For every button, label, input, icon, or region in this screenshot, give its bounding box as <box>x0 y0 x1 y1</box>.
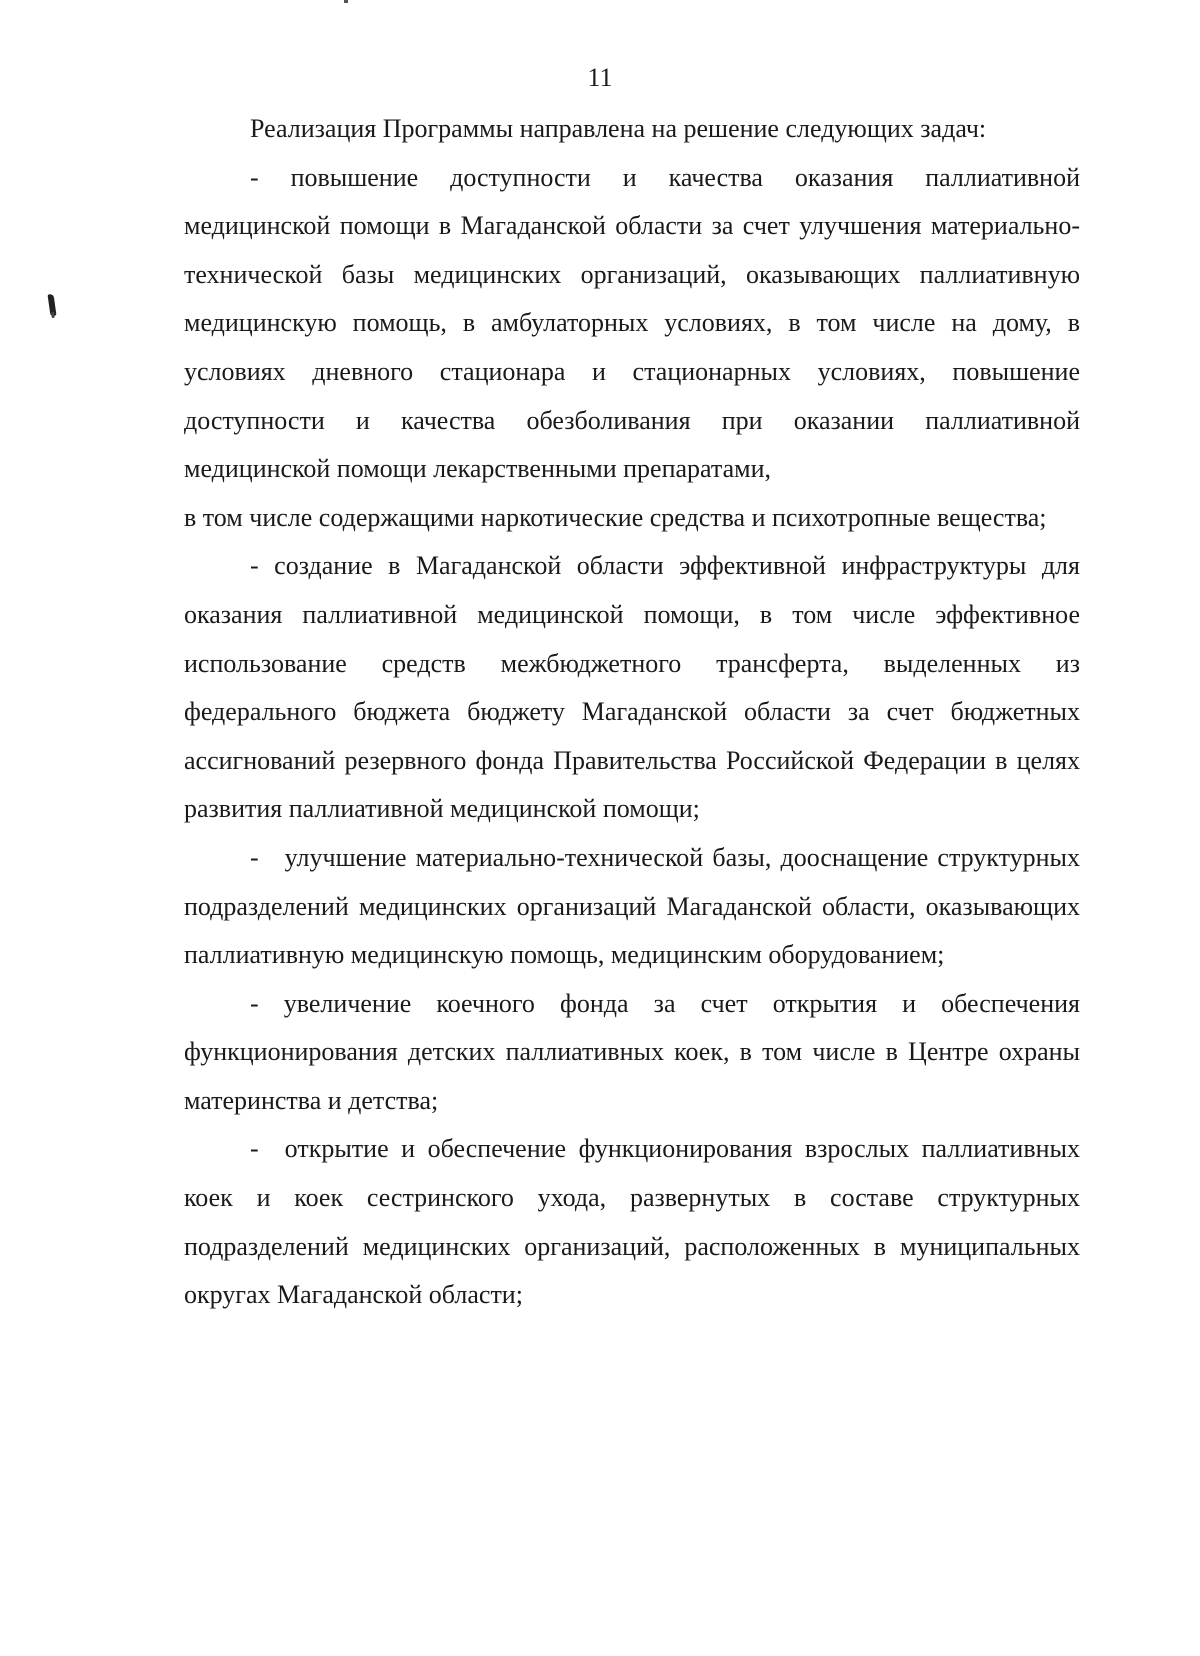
paragraph-task-2: - создание в Магаданской области эффективной инфраструктуры для оказания паллиативной медицинской помощи, в том числе эффективное использование средств межбюджетного трансферта, выделенных из федерального бюджета бюджету Магаданской области за счет бюджетных ассигнований резервного фонда Правительства Российской Федерации в целях развития паллиативной медицинской помощи; <box>184 551 1080 824</box>
scan-artifact-margin-mark <box>47 294 56 317</box>
page-number: 11 <box>587 63 613 92</box>
paragraph-task-1: - повышение доступности и качества оказания паллиативной медицинской помощи в Магаданской области за счет улучшения материально-технической базы медицинских организаций, оказывающих паллиативную медицинскую помощь, в амбулаторных условиях, в том числе на дому, в условиях дневного стационара и стационарных условиях, повышение доступности и качества обезболивания при оказании паллиативной медицинской помощи лекарственными препаратами, <box>184 162 1080 484</box>
list-dash: - <box>250 1134 259 1164</box>
paragraph-task-3-text: улучшение материально-технической базы, дооснащение структурных подразделений медицинских организаций Магаданской области, оказывающих паллиативную медицинскую помощь, медицинским оборудованием; <box>184 842 1080 970</box>
document-body <box>184 105 1080 1320</box>
scan-artifact-top <box>344 0 348 3</box>
paragraph-task-5 <box>184 1125 1080 1319</box>
paragraph-task-3 <box>184 834 1080 980</box>
list-dash: - <box>250 842 259 872</box>
paragraph-task-5-text: открытие и обеспечение функционирования взрослых паллиативных коек и коек сестринского ухода, развернутых в составе структурных подразделений медицинских организаций, расположенных в муниципальных округах Магаданской области; <box>184 1134 1080 1310</box>
paragraph-intro: Реализация Программы направлена на решение следующих задач: <box>250 114 987 143</box>
paragraph-task-1-continuation: в том числе содержащими наркотические средства и психотропные вещества; <box>184 502 1047 532</box>
paragraph-task-4: - увеличение коечного фонда за счет открытия и обеспечения функционирования детских паллиативных коек, в том числе в Центре охраны материнства и детства; <box>184 988 1080 1115</box>
